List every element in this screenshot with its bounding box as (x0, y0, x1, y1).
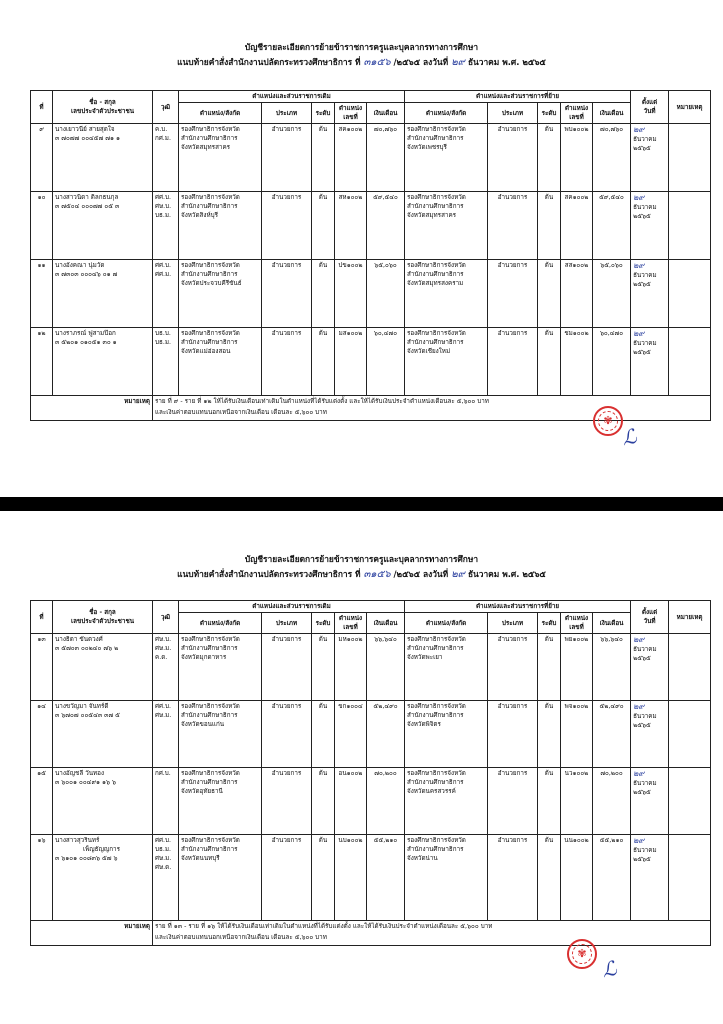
row-old-pos-no: ขก๑๐๐๔ (335, 701, 367, 768)
row-degree: ศศ.บ. ศษ.ม. (153, 701, 179, 768)
table-row (31, 192, 711, 260)
row-old-position: รองศึกษาธิการจังหวัด สำนักงานศึกษาธิการ จังหวัดอุทัยธานี (179, 768, 262, 835)
row-new-position: รองศึกษาธิการจังหวัด สำนักงานศึกษาธิการ จังหวัดพะเยา (405, 634, 488, 701)
header-old-type: ประเภท (262, 613, 312, 634)
table-row (31, 634, 711, 701)
table-row (31, 260, 711, 328)
row-remark (669, 634, 711, 701)
row-no: ๑๒ (31, 328, 53, 396)
subtitle-suffix: ธันวาคม พ.ศ. ๒๕๖๕ (467, 57, 546, 67)
row-new-position: รองศึกษาธิการจังหวัด สำนักงานศึกษาธิการ จังหวัดพิจิตร (405, 701, 488, 768)
row-new-salary: ๕๕,๒๑๐ (593, 835, 631, 921)
note-row (31, 921, 711, 946)
header-old-salary: เงินเดือน (367, 103, 405, 124)
row-old-salary: ๖๖,๖๔๐ (367, 634, 405, 701)
row-degree: ศศ.บ. ศษ.บ. บธ.ม. (153, 192, 179, 260)
table-row (31, 835, 711, 921)
row-old-type: อำนวยการ (262, 328, 312, 396)
row-remark (669, 768, 711, 835)
document-page-1 (0, 0, 723, 497)
row-old-position: รองศึกษาธิการจังหวัด สำนักงานศึกษาธิการ จังหวัดแม่ฮ่องสอน (179, 328, 262, 396)
row-old-level: ต้น (312, 701, 335, 768)
row-old-position: รองศึกษาธิการจังหวัด สำนักงานศึกษาธิการ จังหวัดประจวบคีรีขันธ์ (179, 260, 262, 328)
transfer-table (30, 600, 711, 946)
header-new-pos-no: ตำแหน่ง เลขที่ (561, 103, 593, 124)
header-new-position-group: ตำแหน่งและส่วนราชการที่ย้าย (405, 601, 631, 613)
row-since-date: ๒๙ ธันวาคม ๒๕๖๕ (631, 701, 669, 768)
row-no: ๑๖ (31, 835, 53, 921)
subtitle-prefix: แนบท้ายคำสั่งสำนักงานปลัดกระทรวงศึกษาธิการ ที่ (177, 57, 361, 67)
document-page-2 (0, 511, 723, 1024)
row-old-position: รองศึกษาธิการจังหวัด สำนักงานศึกษาธิการ จังหวัดนนทบุรี (179, 835, 262, 921)
transfer-table (30, 90, 711, 421)
header-degree: วุฒิ (153, 601, 179, 634)
row-since-date: ๒๙ ธันวาคม ๒๕๖๕ (631, 328, 669, 396)
row-old-pos-no: สค๑๐๐๒ (335, 124, 367, 192)
row-new-salary: ๗๐,๗๖๐ (593, 124, 631, 192)
header-new-position: ตำแหน่ง/สังกัด (405, 613, 488, 634)
row-name: นางสาวสุวรินทร์ เพ็ญธัญญการ ๓ ๖๑๐๑ ๐๐๘๓๖ ๕๗ ๖ (53, 835, 153, 921)
row-new-type: อำนวยการ (488, 192, 538, 260)
row-since-date: ๒๙ ธันวาคม ๒๕๖๕ (631, 634, 669, 701)
row-old-salary: ๗๐,๗๖๐ (367, 124, 405, 192)
row-degree: บธ.บ. บธ.ม. (153, 328, 179, 396)
row-new-position: รองศึกษาธิการจังหวัด สำนักงานศึกษาธิการ จังหวัดนครสวรรค์ (405, 768, 488, 835)
note-label: หมายเหตุ (31, 921, 153, 946)
row-old-type: อำนวยการ (262, 701, 312, 768)
row-new-level: ต้น (538, 701, 561, 768)
header-old-level: ระดับ (312, 103, 335, 124)
signature-icon: ℒ (599, 955, 619, 983)
row-degree: ศศ.บ. บธ.ม. ศษ.ม. ศษ.ด. (153, 835, 179, 921)
page-title: บัญชีรายละเอียดการย้ายข้าราชการครูและบุคลากรทางการศึกษา (244, 42, 479, 52)
row-new-pos-no: สส๑๐๐๒ (561, 260, 593, 328)
table-row (31, 328, 711, 396)
header-name: ชื่อ - สกุล เลขประจำตัวประชาชน (53, 91, 153, 124)
row-new-type: อำนวยการ (488, 701, 538, 768)
row-new-pos-no: พจ๑๐๐๒ (561, 701, 593, 768)
row-new-type: อำนวยการ (488, 260, 538, 328)
row-new-position: รองศึกษาธิการจังหวัด สำนักงานศึกษาธิการ จังหวัดน่าน (405, 835, 488, 921)
header-new-level: ระดับ (538, 103, 561, 124)
header-new-position: ตำแหน่ง/สังกัด (405, 103, 488, 124)
row-old-level: ต้น (312, 768, 335, 835)
row-old-type: อำนวยการ (262, 260, 312, 328)
row-old-pos-no: ปข๑๐๐๒ (335, 260, 367, 328)
note-text: ราย ที่ ๑๓ - ราย ที่ ๑๖ ให้ได้รับเงินเดือนเท่าเดิมในตำแหน่งที่ได้รับแต่งตั้ง และให้ได้รับเงินประจำตำแหน่งเดือนละ ๕,๖๐๐ บาท และเงินค่าตอบแทนนอกเหนือจากเงินเดือน เดือนละ ๕,๖๐๐ บาท (153, 921, 711, 946)
row-old-salary: ๗๐,๒๐๐ (367, 768, 405, 835)
row-new-salary: ๖๖,๖๔๐ (593, 634, 631, 701)
row-name: นางธิดา ขันตวงศ์ ๓ ๕๗๐๓ ๐๐๒๔๐ ๗๖ ๒ (53, 634, 153, 701)
row-no: ๑๕ (31, 768, 53, 835)
row-old-position: รองศึกษาธิการจังหวัด สำนักงานศึกษาธิการ จังหวัดสิงห์บุรี (179, 192, 262, 260)
header-old-position: ตำแหน่ง/สังกัด (179, 103, 262, 124)
row-new-level: ต้น (538, 835, 561, 921)
row-old-type: อำนวยการ (262, 835, 312, 921)
row-old-level: ต้น (312, 124, 335, 192)
header-new-level: ระดับ (538, 613, 561, 634)
subtitle-middle: /๒๕๖๕ ลงวันที่ (393, 57, 449, 67)
row-no: ๑๔ (31, 701, 53, 768)
header-new-salary: เงินเดือน (593, 613, 631, 634)
header-no: ที่ (31, 91, 53, 124)
header-remark: หมายเหตุ (669, 91, 711, 124)
row-old-position: รองศึกษาธิการจังหวัด สำนักงานศึกษาธิการ จังหวัดมุกดาหาร (179, 634, 262, 701)
row-new-position: รองศึกษาธิการจังหวัด สำนักงานศึกษาธิการ จังหวัดเพชรบุรี (405, 124, 488, 192)
header-since: ตั้งแต่ วันที่ (631, 601, 669, 634)
row-since-date: ๒๙ ธันวาคม ๒๕๖๕ (631, 192, 669, 260)
row-degree: ศศ.บ. ศศ.ม. (153, 260, 179, 328)
table-row (31, 124, 711, 192)
row-old-salary: ๕๕,๒๑๐ (367, 835, 405, 921)
row-old-level: ต้น (312, 260, 335, 328)
header-old-position-group: ตำแหน่งและส่วนราชการเดิม (179, 601, 405, 613)
row-old-type: อำนวยการ (262, 768, 312, 835)
header-since: ตั้งแต่ วันที่ (631, 91, 669, 124)
row-name: นางสาวนิดา ติลกธนกุล ๓ ๗๕๐๔ ๐๐๐๗๗ ๐๕ ๓ (53, 192, 153, 260)
row-name: นางอัญชลี วันทอง ๓ ๖๐๐๑ ๐๐๔๙๑ ๑๖ ๖ (53, 768, 153, 835)
row-new-level: ต้น (538, 634, 561, 701)
row-old-type: อำนวยการ (262, 634, 312, 701)
row-no: ๑๓ (31, 634, 53, 701)
row-new-salary: ๖๐,๔๗๐ (593, 328, 631, 396)
order-day: ๒๙ (451, 569, 466, 580)
order-number: ๓๑๕๖ (363, 57, 391, 68)
header-old-level: ระดับ (312, 613, 335, 634)
row-new-type: อำนวยการ (488, 634, 538, 701)
row-old-level: ต้น (312, 192, 335, 260)
header-new-position-group: ตำแหน่งและส่วนราชการที่ย้าย (405, 91, 631, 103)
row-new-type: อำนวยการ (488, 328, 538, 396)
row-new-pos-no: สค๑๐๐๒ (561, 192, 593, 260)
row-no: ๑๐ (31, 192, 53, 260)
note-text: ราย ที่ ๙ - ราย ที่ ๑๒ ให้ได้รับเงินเดือนเท่าเดิมในตำแหน่งที่ได้รับแต่งตั้ง และให้ได้รับเงินประจำตำแหน่งเดือนละ ๕,๖๐๐ บาท และเงินค่าตอบแทนนอกเหนือจากเงินเดือน เดือนละ ๕,๖๐๐ บาท (153, 396, 711, 421)
row-old-pos-no: อน๑๐๐๒ (335, 768, 367, 835)
row-new-pos-no: นว๑๐๐๒ (561, 768, 593, 835)
page-subtitle (0, 56, 723, 69)
order-number: ๓๑๕๖ (363, 569, 391, 580)
row-since-date: ๒๙ ธันวาคม ๒๕๖๕ (631, 835, 669, 921)
subtitle-prefix: แนบท้ายคำสั่งสำนักงานปลัดกระทรวงศึกษาธิการ ที่ (177, 569, 361, 579)
header-old-position-group: ตำแหน่งและส่วนราชการเดิม (179, 91, 405, 103)
row-remark (669, 260, 711, 328)
row-degree: กศ.บ. (153, 768, 179, 835)
row-name: นางเยาวนีย์ สายสุดใจ ๓ ๗๐๗๗ ๐๐๔๕๗ ๗๑ ๑ (53, 124, 153, 192)
row-since-date: ๒๙ ธันวาคม ๒๕๖๕ (631, 260, 669, 328)
header-old-pos-no: ตำแหน่ง เลขที่ (335, 613, 367, 634)
row-old-pos-no: มส๑๐๐๒ (335, 328, 367, 396)
row-new-position: รองศึกษาธิการจังหวัด สำนักงานศึกษาธิการ จังหวัดสมุทรสาคร (405, 192, 488, 260)
row-new-level: ต้น (538, 260, 561, 328)
row-new-salary: ๕๒,๔๙๐ (593, 701, 631, 768)
row-old-pos-no: นบ๑๐๐๒ (335, 835, 367, 921)
header-old-position: ตำแหน่ง/สังกัด (179, 613, 262, 634)
row-name: นางราภรณ์ ฟูสามป๊อก ๓ ๕๒๐๑ ๐๑๐๕๑ ๓๐ ๑ (53, 328, 153, 396)
row-old-salary: ๖๐,๔๗๐ (367, 328, 405, 396)
row-old-type: อำนวยการ (262, 124, 312, 192)
row-remark (669, 835, 711, 921)
row-since-date: ๒๙ ธันวาคม ๒๕๖๕ (631, 124, 669, 192)
official-seal-icon: ✾ (567, 939, 597, 969)
header-old-pos-no: ตำแหน่ง เลขที่ (335, 103, 367, 124)
row-old-position: รองศึกษาธิการจังหวัด สำนักงานศึกษาธิการ จังหวัดขอนแก่น (179, 701, 262, 768)
table-row (31, 768, 711, 835)
row-new-pos-no: ชม๑๐๐๒ (561, 328, 593, 396)
row-new-level: ต้น (538, 124, 561, 192)
row-remark (669, 328, 711, 396)
header-new-type: ประเภท (488, 103, 538, 124)
header-new-type: ประเภท (488, 613, 538, 634)
row-new-salary: ๗๐,๒๐๐ (593, 768, 631, 835)
row-new-pos-no: พย๑๐๐๒ (561, 634, 593, 701)
row-new-salary: ๕๙,๕๔๐ (593, 192, 631, 260)
header-degree: วุฒิ (153, 91, 179, 124)
row-name: นางอังคณา นุ่มวัด ๓ ๗๓๐๓ ๐๐๐๔๖ ๐๑ ๗ (53, 260, 153, 328)
header-name: ชื่อ - สกุล เลขประจำตัวประชาชน (53, 601, 153, 634)
row-degree: ค.บ. กศ.ม. (153, 124, 179, 192)
page-subtitle (0, 568, 723, 581)
header-old-salary: เงินเดือน (367, 613, 405, 634)
row-remark (669, 124, 711, 192)
row-new-level: ต้น (538, 192, 561, 260)
header-remark: หมายเหตุ (669, 601, 711, 634)
page-title: บัญชีรายละเอียดการย้ายข้าราชการครูและบุคลากรทางการศึกษา (244, 554, 479, 564)
signature-icon: ℒ (619, 423, 639, 451)
row-remark (669, 192, 711, 260)
header-new-salary: เงินเดือน (593, 103, 631, 124)
order-day: ๒๙ (451, 57, 466, 68)
row-new-type: อำนวยการ (488, 124, 538, 192)
row-new-type: อำนวยการ (488, 768, 538, 835)
row-new-type: อำนวยการ (488, 835, 538, 921)
row-remark (669, 701, 711, 768)
row-since-date: ๒๙ ธันวาคม ๒๕๖๕ (631, 768, 669, 835)
header-new-pos-no: ตำแหน่ง เลขที่ (561, 613, 593, 634)
table-row (31, 701, 711, 768)
row-old-pos-no: มห๑๐๐๒ (335, 634, 367, 701)
row-old-level: ต้น (312, 634, 335, 701)
row-new-position: รองศึกษาธิการจังหวัด สำนักงานศึกษาธิการ จังหวัดสมุทรสงคราม (405, 260, 488, 328)
row-no: ๙ (31, 124, 53, 192)
row-old-pos-no: สห๑๐๐๒ (335, 192, 367, 260)
subtitle-suffix: ธันวาคม พ.ศ. ๒๕๖๕ (467, 569, 546, 579)
official-seal-icon: ✾ (593, 406, 623, 436)
note-label: หมายเหตุ (31, 396, 153, 421)
row-old-salary: ๕๙,๕๔๐ (367, 192, 405, 260)
header-old-type: ประเภท (262, 103, 312, 124)
header-no: ที่ (31, 601, 53, 634)
row-old-position: รองศึกษาธิการจังหวัด สำนักงานศึกษาธิการ จังหวัดสมุทรสาคร (179, 124, 262, 192)
row-old-salary: ๕๒,๔๙๐ (367, 701, 405, 768)
row-old-salary: ๖๕,๐๖๐ (367, 260, 405, 328)
row-new-position: รองศึกษาธิการจังหวัด สำนักงานศึกษาธิการ จังหวัดเชียงใหม่ (405, 328, 488, 396)
row-old-type: อำนวยการ (262, 192, 312, 260)
row-no: ๑๑ (31, 260, 53, 328)
row-name: นางขวัญมา จันทร์ดี ๓ ๖๗๐๗ ๐๐๕๔๓ ๓๗ ๕ (53, 701, 153, 768)
row-new-pos-no: นน๑๐๐๒ (561, 835, 593, 921)
row-degree: ศษ.บ. ศษ.ม. ค.ด. (153, 634, 179, 701)
row-new-pos-no: พบ๑๐๐๒ (561, 124, 593, 192)
row-old-level: ต้น (312, 328, 335, 396)
row-new-level: ต้น (538, 768, 561, 835)
row-new-level: ต้น (538, 328, 561, 396)
row-new-salary: ๖๕,๐๖๐ (593, 260, 631, 328)
row-old-level: ต้น (312, 835, 335, 921)
subtitle-middle: /๒๕๖๕ ลงวันที่ (393, 569, 449, 579)
